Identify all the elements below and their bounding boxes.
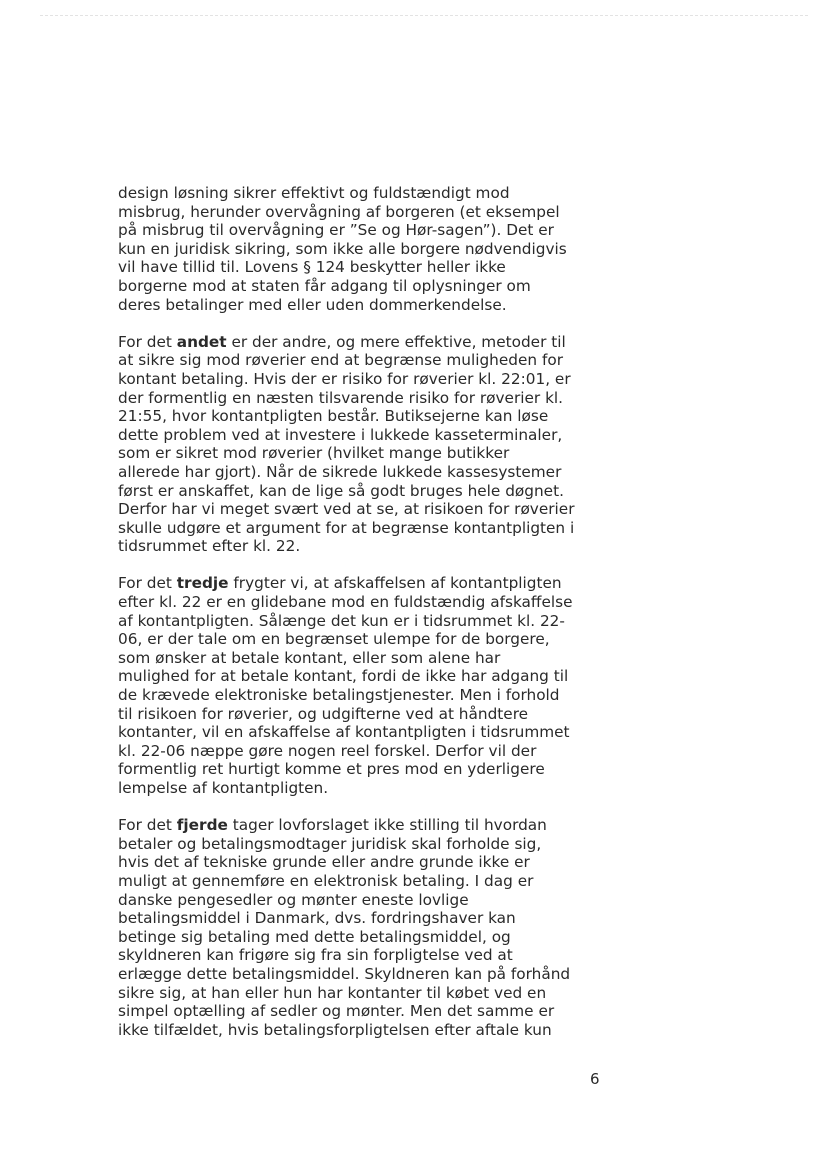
page-number: 6 xyxy=(590,1070,600,1088)
text-line: som ønsker at betale kontant, eller som alene har xyxy=(118,648,501,667)
text-line: at sikre sig mod røverier end at begrænse muligheden for xyxy=(118,351,563,370)
text-line: sikre sig, at han eller hun har kontanter til købet ved en xyxy=(118,983,547,1002)
text-fragment: frygter vi, at afskaffelsen af kontantpligten xyxy=(228,574,562,593)
text-line: til risikoen for røverier, og udgifterne ved at håndtere xyxy=(118,704,529,723)
text-line: efter kl. 22 er en glidebane mod en fuldstændig afskaffelse xyxy=(118,593,573,612)
text-line: der formentlig en næsten tilsvarende risiko for røverier kl. xyxy=(118,388,564,407)
paragraph-lead: For det xyxy=(118,332,177,351)
text-fragment: er der andre, og mere effektive, metoder til xyxy=(226,332,566,351)
text-line: af kontantpligten. Sålænge det kun er i tidsrummet kl. 22- xyxy=(118,611,565,630)
paragraph-1 xyxy=(118,184,614,314)
text-fragment: tager lovforslaget ikke stilling til hvordan xyxy=(227,816,547,835)
text-line: ikke tilfældet, hvis betalingsforpligtelsen efter aftale kun xyxy=(118,1020,552,1039)
paragraph-lead: For det xyxy=(118,816,177,835)
text-line: misbrug, herunder overvågning af borgeren (et eksempel xyxy=(118,202,560,221)
ordinal-emphasis: tredje xyxy=(176,574,229,593)
text-line: betinge sig betaling med dette betalingsmiddel, og xyxy=(118,927,511,946)
text-line: deres betalinger med eller uden dommerkendelse. xyxy=(118,295,507,314)
text-line xyxy=(118,816,614,835)
text-line: skyldneren kan frigøre sig fra sin forpligtelse ved at xyxy=(118,946,513,965)
paragraph-4 xyxy=(118,816,614,1039)
text-line: kl. 22-06 næppe gøre nogen reel forskel. Derfor vil der xyxy=(118,741,537,760)
text-line: hvis det af tekniske grunde eller andre grunde ikke er xyxy=(118,853,530,872)
text-line: kontanter, vil en afskaffelse af kontantpligten i tidsrummet xyxy=(118,723,570,742)
ordinal-emphasis: andet xyxy=(176,332,227,351)
text-line: 21:55, hvor kontantpligten består. Butiksejerne kan løse xyxy=(118,407,549,426)
text-line: tidsrummet efter kl. 22. xyxy=(118,537,301,556)
text-line: som er sikret mod røverier (hvilket mange butikker xyxy=(118,444,510,463)
paragraph-2 xyxy=(118,333,614,556)
paragraph-3 xyxy=(118,574,614,797)
text-line: dette problem ved at investere i lukkede kasseterminaler, xyxy=(118,425,563,444)
text-line xyxy=(118,574,614,593)
text-line: danske pengesedler og mønter eneste lovlige xyxy=(118,890,469,909)
text-line: kun en juridisk sikring, som ikke alle borgere nødvendigvis xyxy=(118,239,567,258)
text-line: lempelse af kontantpligten. xyxy=(118,779,329,797)
text-line: 06, er der tale om en begrænset ulempe for de borgere, xyxy=(118,630,550,649)
text-line: allerede har gjort). Når de sikrede lukkede kassesystemer xyxy=(118,462,562,481)
text-line: simpel optælling af sedler og mønter. Men det samme er xyxy=(118,1002,555,1021)
text-line: betaler og betalingsmodtager juridisk skal forholde sig, xyxy=(118,834,542,853)
text-line: skulle udgøre et argument for at begrænse kontantpligten i xyxy=(118,518,575,537)
text-line: formentlig ret hurtigt komme et pres mod en yderligere xyxy=(118,760,545,779)
text-line: først er anskaffet, kan de lige så godt bruges hele døgnet. xyxy=(118,481,564,500)
text-line: vil have tillid til. Lovens § 124 beskytter heller ikke xyxy=(118,258,506,277)
ordinal-emphasis: fjerde xyxy=(176,816,228,835)
text-line xyxy=(118,333,614,352)
scan-edge-line xyxy=(40,15,808,16)
text-line: kontant betaling. Hvis der er risiko for røverier kl. 22:01, er xyxy=(118,369,571,388)
text-line: betalingsmiddel i Danmark, dvs. fordringshaver kan xyxy=(118,909,516,928)
text-line: de krævede elektroniske betalingstjenester. Men i forhold xyxy=(118,686,560,705)
text-line: design løsning sikrer effektivt og fuldstændigt mod xyxy=(118,184,510,202)
text-line: borgerne mod at staten får adgang til oplysninger om xyxy=(118,276,531,295)
text-line: på misbrug til overvågning er ”Se og Hør-sagen”). Det er xyxy=(118,221,554,240)
document-body xyxy=(118,184,614,1058)
paragraph-lead: For det xyxy=(118,574,177,593)
text-line: Derfor har vi meget svært ved at se, at risikoen for røverier xyxy=(118,500,575,519)
text-line: muligt at gennemføre en elektronisk betaling. I dag er xyxy=(118,871,534,890)
text-line: erlægge dette betalingsmiddel. Skyldneren kan på forhånd xyxy=(118,964,571,983)
text-line: mulighed for at betale kontant, fordi de ikke har adgang til xyxy=(118,667,569,686)
